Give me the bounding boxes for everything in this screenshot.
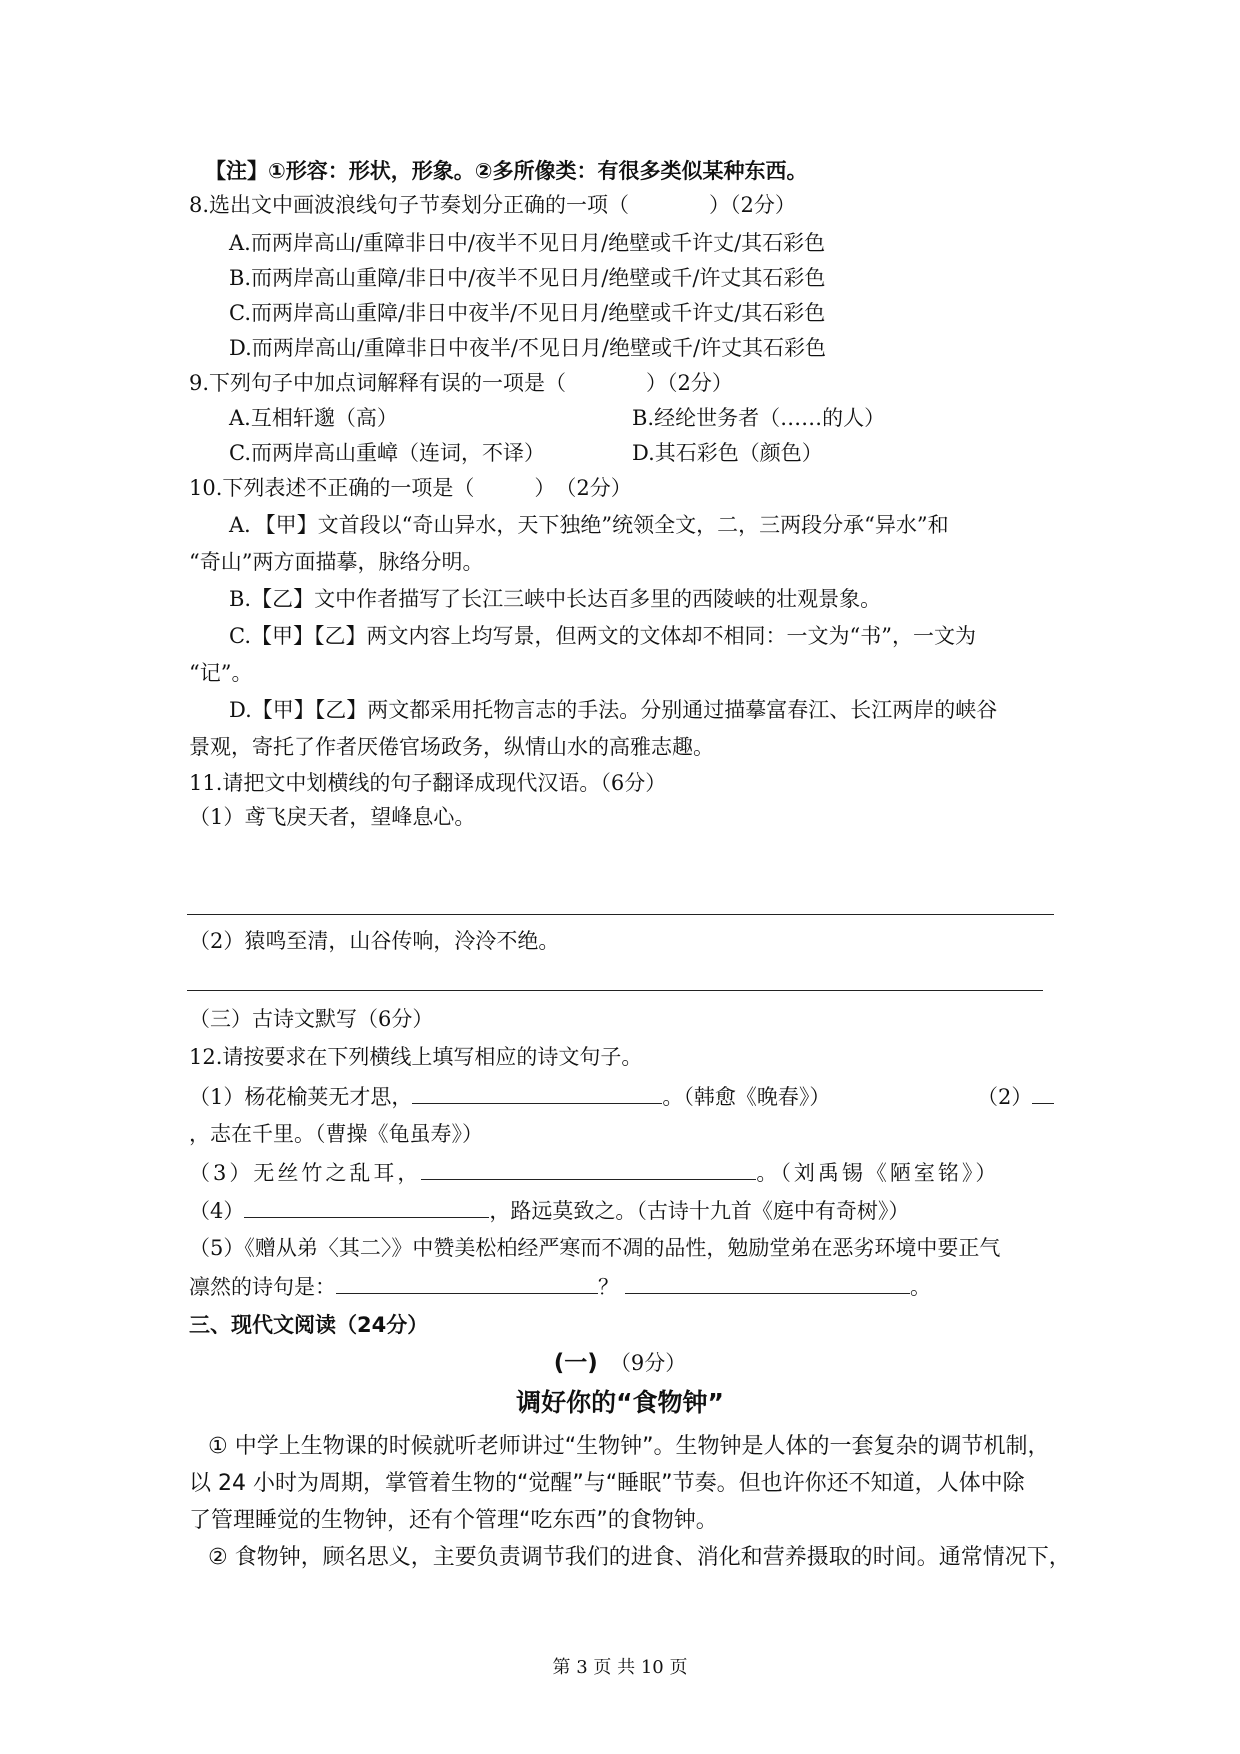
q12-line-2-start (977, 1081, 1054, 1112)
para-1-line-2: 以 24 小时为周期，掌管着生物的“觉醒”与“睡眠”节奏。但也许你还不知道，人体中除 (189, 1471, 1025, 1496)
q10-option-c-line1: C.【甲】【乙】两文内容上均写景，但两文的文体却不相同：一文为“书”，一文为 (229, 624, 976, 648)
q12-4-label: （4） (189, 1199, 245, 1223)
q10-option-c-line2: “记”。 (189, 661, 253, 685)
q8-option-d: D.而两岸高山/重障非日中夜半/不见日月/绝壁或千/许丈其石彩色 (229, 336, 827, 360)
question-12: 12.请按要求在下列横线上填写相应的诗文句子。 (189, 1045, 643, 1069)
q11-sentence-2: （2）猿鸣至清，山谷传响，泠泠不绝。 (189, 929, 560, 953)
question-10-stem: 10.下列表述不正确的一项是（ (189, 476, 475, 500)
q12-2-label: （2） (977, 1085, 1033, 1109)
part-3-heading: 三、现代文阅读（24分） (189, 1313, 429, 1337)
q8-option-c: C.而两岸高山重障/非日中夜半/不见日月/绝壁或千许丈/其石彩色 (229, 301, 826, 325)
q10-option-a-line1: A．【甲】文首段以“奇山异水，天下独绝”统领全文，二，三两段分承“异水”和 (229, 513, 949, 537)
q10-option-d-line2: 景观，寄托了作者厌倦官场政务，纵情山水的高雅志趣。 (189, 735, 714, 759)
blank-2[interactable] (1032, 1081, 1054, 1104)
page-footer: 第 3 页 共 10 页 (552, 1657, 688, 1678)
q12-line-2: ，志在千里。（曹操《龟虽寿》） (189, 1122, 483, 1146)
q12-6-question-mark: ？ (598, 1275, 619, 1299)
q12-line-4 (189, 1195, 909, 1226)
q12-3-source: 。（刘禹锡《陋室铭》） (756, 1161, 1000, 1185)
answer-line-2[interactable] (187, 990, 1043, 991)
q12-6-prompt: 凛然的诗句是： (189, 1275, 336, 1299)
note-line: 【注】①形容：形状，形象。②多所像类：有很多类似某种东西。 (205, 159, 808, 183)
q12-6-period: 。 (910, 1275, 931, 1299)
q9-option-b: B.经纶世务者（……的人） (632, 406, 886, 430)
answer-line-1[interactable] (187, 914, 1054, 915)
q8-option-a: A.而两岸高山/重障非日中/夜半不见日月/绝壁或千许丈/其石彩色 (229, 231, 826, 255)
article-title: 调好你的“食物钟” (516, 1388, 724, 1417)
section-3-title: （三）古诗文默写（6分） (189, 1007, 434, 1031)
question-10 (189, 473, 632, 503)
q11-sentence-1: （1）鸢飞戾天者，望峰息心。 (189, 805, 476, 829)
para-1-line-3: 了管理睡觉的生物钟，还有个管理“吃东西”的食物钟。 (189, 1508, 718, 1533)
q9-option-c: C.而两岸高山重嶂（连词，不译） (229, 441, 545, 465)
q10-option-d-line1: D.【甲】【乙】两文都采用托物言志的手法。分别通过描摹富春江、长江两岸的峡谷 (229, 698, 998, 722)
subsection-1-score: （9分） (609, 1351, 687, 1375)
question-8-score: ）（2分） (709, 193, 796, 217)
question-8 (189, 190, 796, 220)
q9-option-d: D.其石彩色（颜色） (632, 441, 823, 465)
q12-4-source: ，路远莫致之。（古诗十九首《庭中有奇树》） (489, 1199, 910, 1223)
q12-3-prompt: （3）无丝竹之乱耳， (189, 1161, 422, 1185)
blank-1[interactable] (412, 1081, 662, 1104)
q12-1-prompt: （1）杨花榆荚无才思， (189, 1085, 413, 1109)
q10-option-b: B.【乙】文中作者描写了长江三峡中长达百多里的西陵峡的壮观景象。 (229, 587, 882, 611)
q12-line-1 (189, 1081, 830, 1112)
subsection-1-label: (一) (553, 1350, 598, 1376)
blank-6[interactable] (625, 1271, 910, 1294)
question-9-score: ）（2分） (646, 371, 733, 395)
para-1-line-1: ① 中学上生物课的时候就听老师讲过“生物钟”。生物钟是人体的一套复杂的调节机制， (208, 1434, 1050, 1459)
q8-option-b: B.而两岸高山重障/非日中/夜半不见日月/绝壁或千/许丈其石彩色 (229, 266, 826, 290)
q12-line-3 (189, 1157, 999, 1188)
question-9-stem: 9.下列句子中加点词解释有误的一项是（ (189, 371, 567, 395)
blank-5[interactable] (336, 1271, 598, 1294)
q12-line-5: （5）《赠从弟〈其二〉》中赞美松柏经严寒而不凋的品性，勉励堂弟在恶劣环境中要正气 (189, 1236, 1001, 1260)
q12-1-source: 。（韩愈《晚春》） (662, 1085, 831, 1109)
subsection-1-heading (0, 1348, 1240, 1378)
q12-line-6 (189, 1271, 931, 1302)
question-10-score: ） （2分） (534, 476, 632, 500)
para-2-line-1: ② 食物钟，顾名思义，主要负责调节我们的进食、消化和营养摄取的时间。通常情况下， (208, 1545, 1071, 1570)
question-8-stem: 8.选出文中画波浪线句子节奏划分正确的一项（ (189, 193, 630, 217)
blank-4[interactable] (244, 1195, 489, 1218)
q10-option-a-line2: “奇山”两方面描摹，脉络分明。 (189, 550, 484, 574)
question-9 (189, 368, 733, 398)
q9-option-a: A.互相轩邈（高） (229, 406, 398, 430)
blank-3[interactable] (421, 1157, 756, 1180)
question-11: 11.请把文中划横线的句子翻译成现代汉语。（6分） (189, 771, 667, 795)
